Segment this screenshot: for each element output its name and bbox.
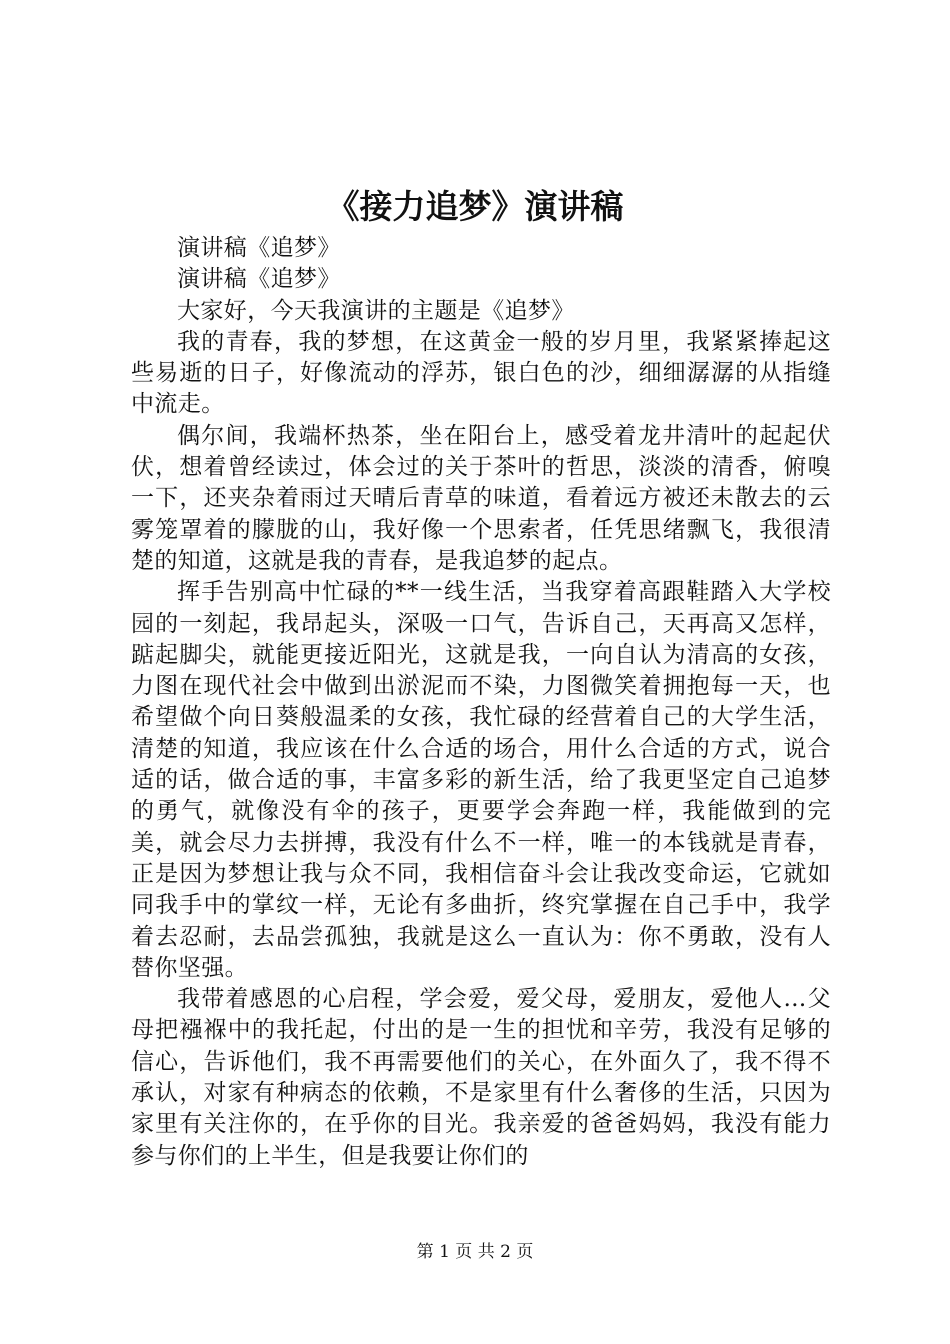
paragraph: 我的青春，我的梦想，在这黄金一般的岁月里，我紧紧捧起这些易逝的日子，好像流动的浮苏，银白色的沙，细细潺潺的从指缝中流走。 [131,328,831,418]
document-body [131,233,831,1172]
paragraph: 挥手告别高中忙碌的**一线生活，当我穿着高跟鞋踏入大学校园的一刻起，我昂起头，深吸一口气，告诉自己，天再高又怎样，踮起脚尖，就能更接近阳光，这就是我，一向自认为清高的女孩，力图在现代社会中做到出淤泥而不染，力图微笑着拥抱每一天，也希望做个向日葵般温柔的女孩，我忙碌的经营着自己的大学生活，清楚的知道，我应该在什么合适的场合，用什么合适的方式，说合适的话，做合适的事，丰富多彩的新生活，给了我更坚定自己追梦的勇气，就像没有伞的孩子，更要学会奔跑一样，我能做到的完美，就会尽力去拼搏，我没有什么不一样，唯一的本钱就是青春，正是因为梦想让我与众不同，我相信奋斗会让我改变命运，它就如同我手中的掌纹一样，无论有多曲折，终究掌握在自己手中，我学着去忍耐，去品尝孤独，我就是这么一直认为：你不勇敢，没有人替你坚强。 [131,579,831,981]
paragraph: 偶尔间，我端杯热茶，坐在阳台上，感受着龙井清叶的起起伏伏，想着曾经读过，体会过的关于茶叶的哲思，淡淡的清香，俯嗅一下，还夹杂着雨过天晴后青草的味道，看着远方被还未散去的云雾笼罩着的朦胧的山，我好像一个思索者，任凭思绪飘飞，我很清楚的知道，这就是我的青春，是我追梦的起点。 [131,422,831,574]
paragraph: 我带着感恩的心启程，学会爱，爱父母，爱朋友，爱他人…父母把襁褓中的我托起，付出的是一生的担忧和辛劳，我没有足够的信心，告诉他们，我不再需要他们的关心，在外面久了，我不得不承认，对家有种病态的依赖，不是家里有什么奢侈的生活，只因为家里有关注你的，在乎你的目光。我亲爱的爸爸妈妈，我没有能力参与你们的上半生，但是我要让你们的 [131,986,831,1169]
paragraph: 演讲稿《追梦》 [177,266,341,293]
document-title: 《接力追梦》演讲稿 [326,187,624,226]
paragraph: 演讲稿《追梦》 [177,235,341,261]
paragraph: 大家好，今天我演讲的主题是《追梦》 [177,297,575,324]
page-number-footer: 第 1 页 共 2 页 [416,1242,534,1262]
